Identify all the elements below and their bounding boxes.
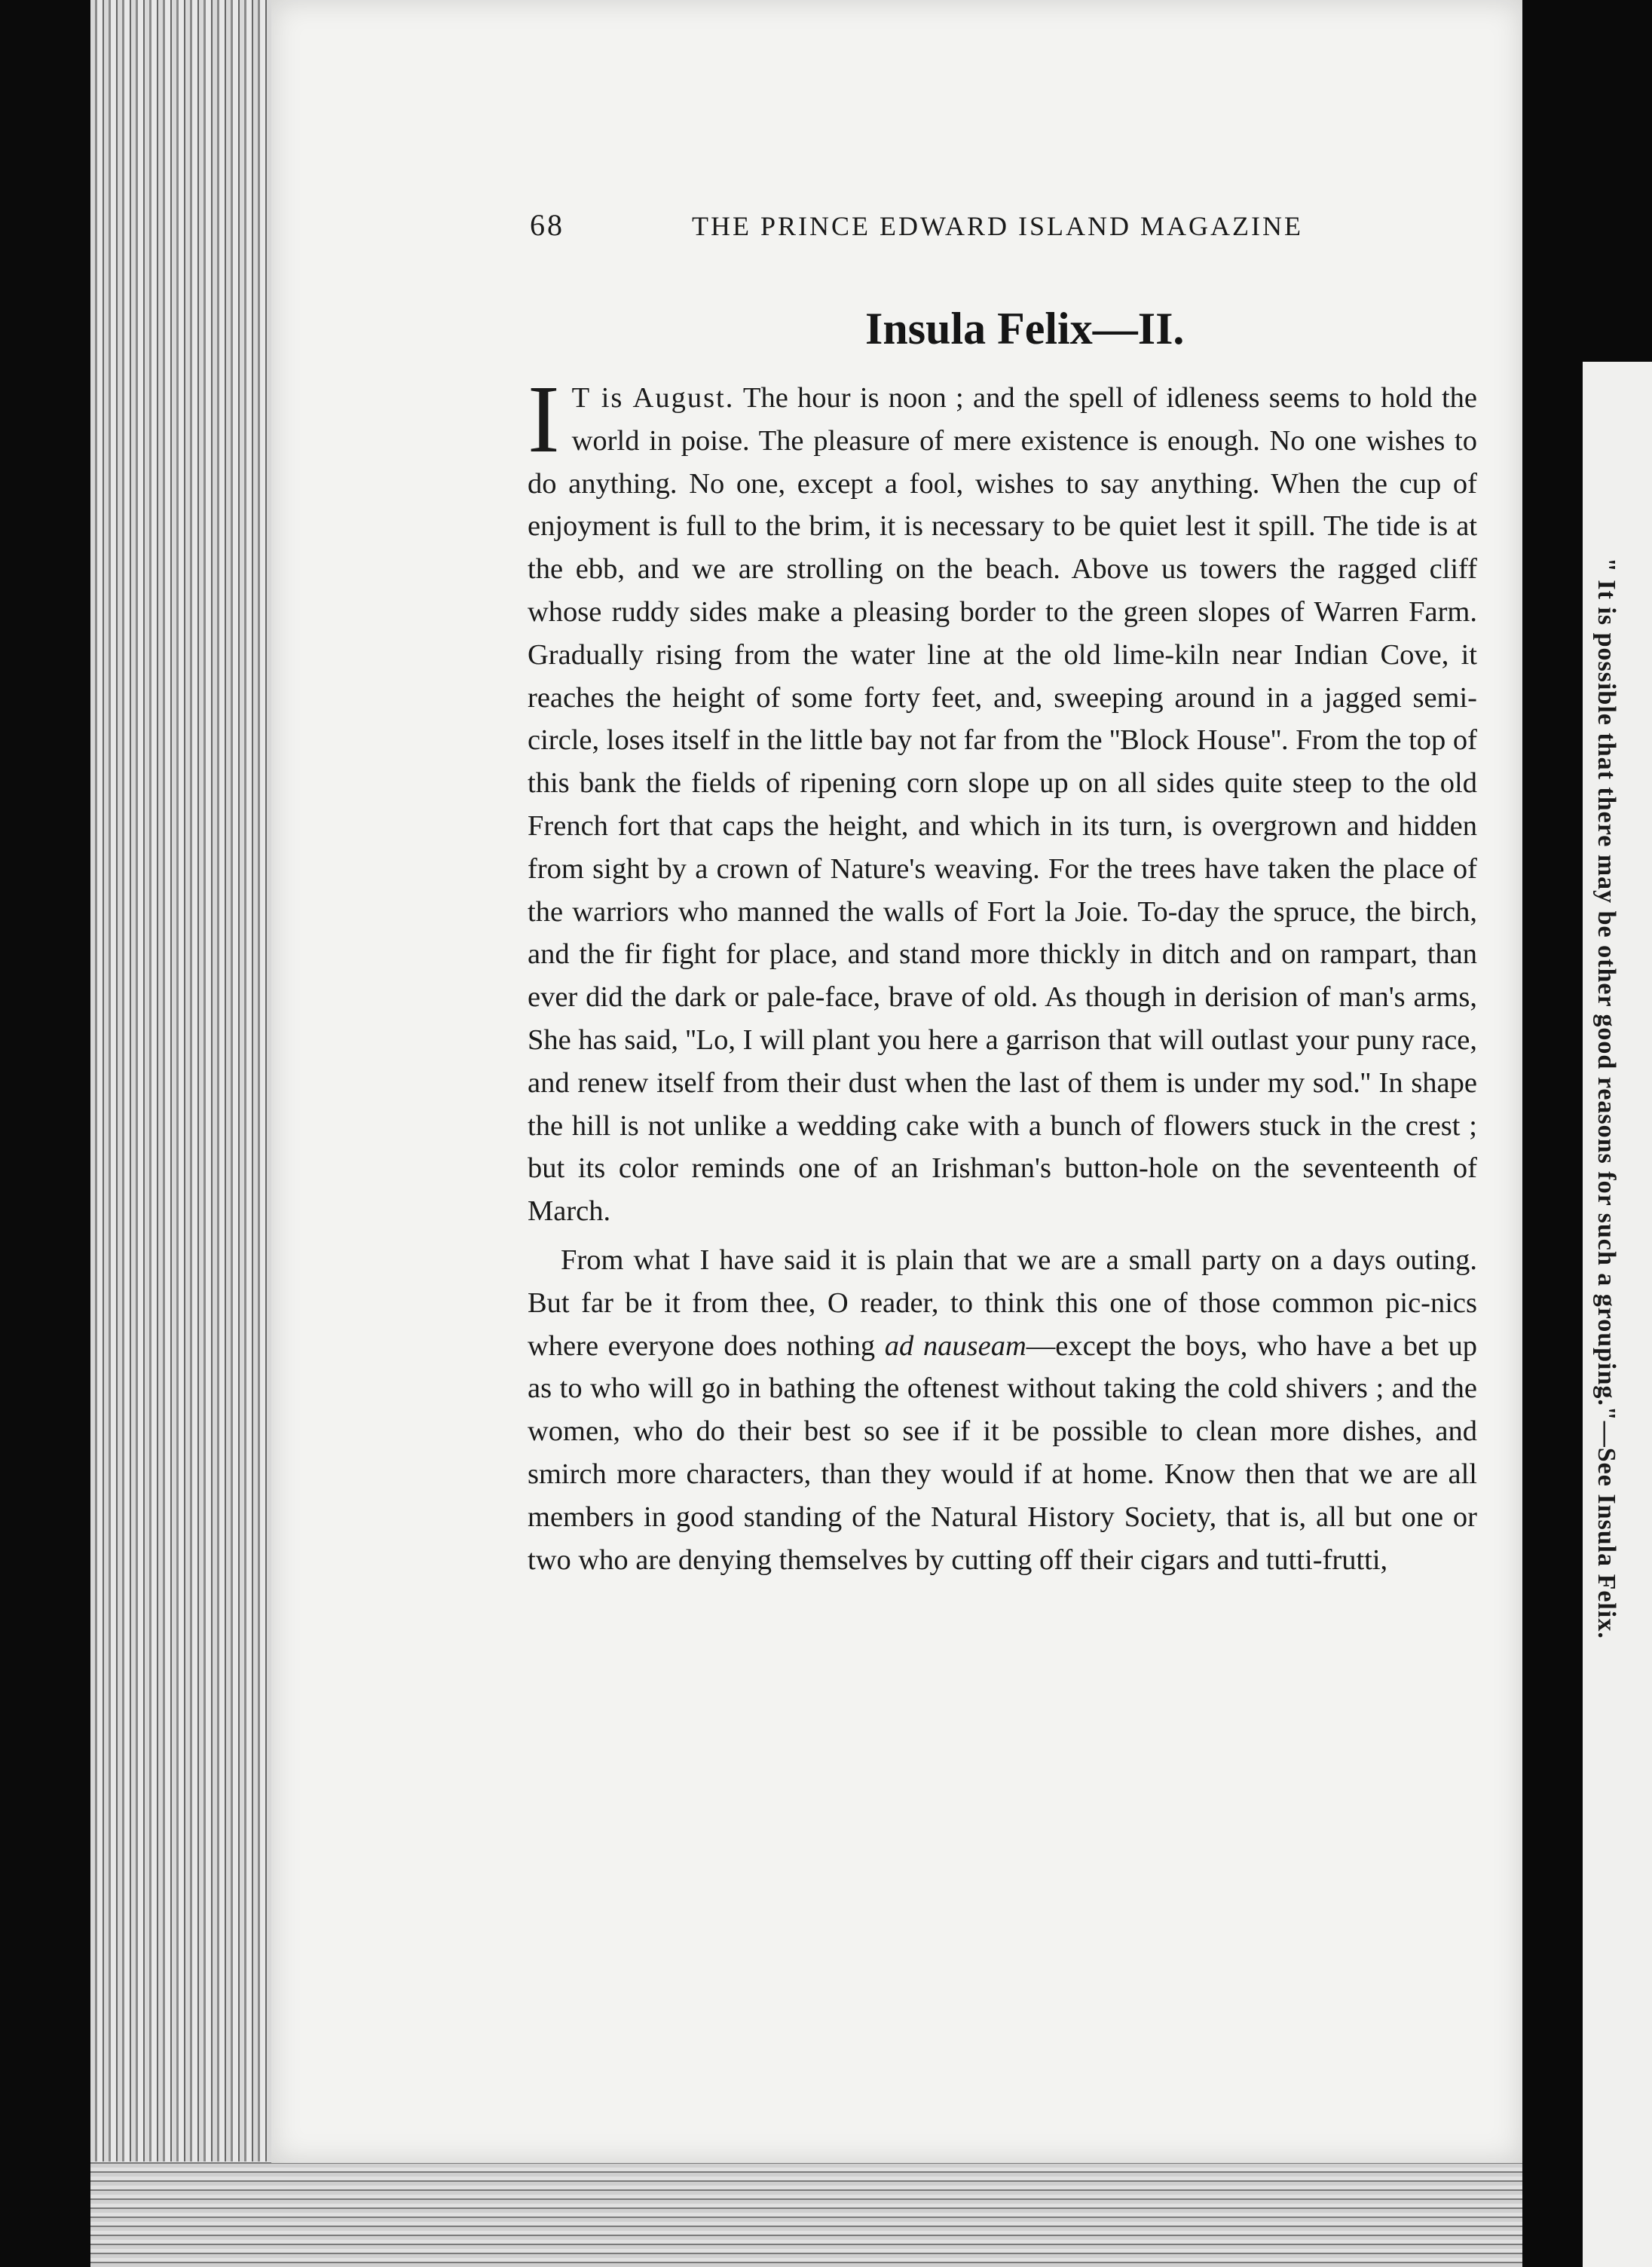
paragraph-2-italic: ad nauseam <box>884 1329 1026 1362</box>
paragraph-1-text: The hour is noon ; and the spell of idleness seems to hold the world in poise. The pleasure of mere existence is enough. No one wishes to do anything. No one, except a fool, wishes to say anything. When the cup of enjoyment is full to the brim, it is necessary to be quiet lest it spill. The tide is at the ebb, and we are strolling on the beach. Above us towers the ragged cliff whose ruddy sides make a pleasing border to the green slopes of Warren Farm. Gradually rising from the water line at the old lime-kiln near Indian Cove, it reaches the height of some forty feet, and, sweeping around in a jagged semi-circle, loses itself in the little bay not far from the ''Block House''. From the top of this bank the fields of ripening corn slope up on all sides quite steep to the old French fort that caps the height, and which in its turn, is overgrown and hidden from sight by a crown of Nature's weaving. For the trees have taken the place of the warriors who manned the walls of Fort la Joie. To-day the spruce, the birch, and the fir fight for place, and stand more thickly in ditch and on rampart, than ever did the dark or pale-face, brave of old. As though in derision of man's arms, She has said, ''Lo, I will plant you here a garrison that will outlast your puny race, and renew itself from their dust when the last of them is under my sod.'' In shape the hill is not unlike a wedding cake with a bunch of flowers stuck in the crest ; but its color reminds one of an Irishman's button-hole on the seventeenth of March. <box>528 382 1477 1228</box>
paragraph-1 <box>528 366 1477 1233</box>
article-body <box>528 366 1477 1581</box>
paragraph-2-text-b: —except the boys, who have a bet up as to who will go in bathing the oftenest without taking the cold shivers ; and the women, who do their best so see if it be possible to clean more dishes, and smirch more characters, than they would if at home. Know then that we are all members in good standing of the Natural History Society, that is, all but one or two who are denying themselves by cutting off their cigars and tutti-frutti, <box>528 1329 1477 1576</box>
drop-cap: I <box>528 366 560 473</box>
book-page-edges-bottom <box>90 2161 1522 2267</box>
running-title: THE PRINCE EDWARD ISLAND MAGAZINE <box>692 211 1303 241</box>
paragraph-2-text-a: From what I have said it is plain that we are a small party on a days outing. But far be it from thee, O reader, to think this one of those common pic-nics where everyone does nothing <box>528 1244 1477 1362</box>
side-note: " It is possible that there may be other good reasons for such a grouping."—See Insula Felix. <box>1592 558 1620 1639</box>
article-title: Insula Felix—II. <box>865 304 1185 353</box>
scan-background-left <box>0 0 90 2267</box>
paragraph-1-opening: T is August. <box>571 382 735 414</box>
book-page-edges <box>90 0 279 2267</box>
paragraph-2 <box>528 1239 1477 1581</box>
page-number: 68 <box>530 208 564 242</box>
